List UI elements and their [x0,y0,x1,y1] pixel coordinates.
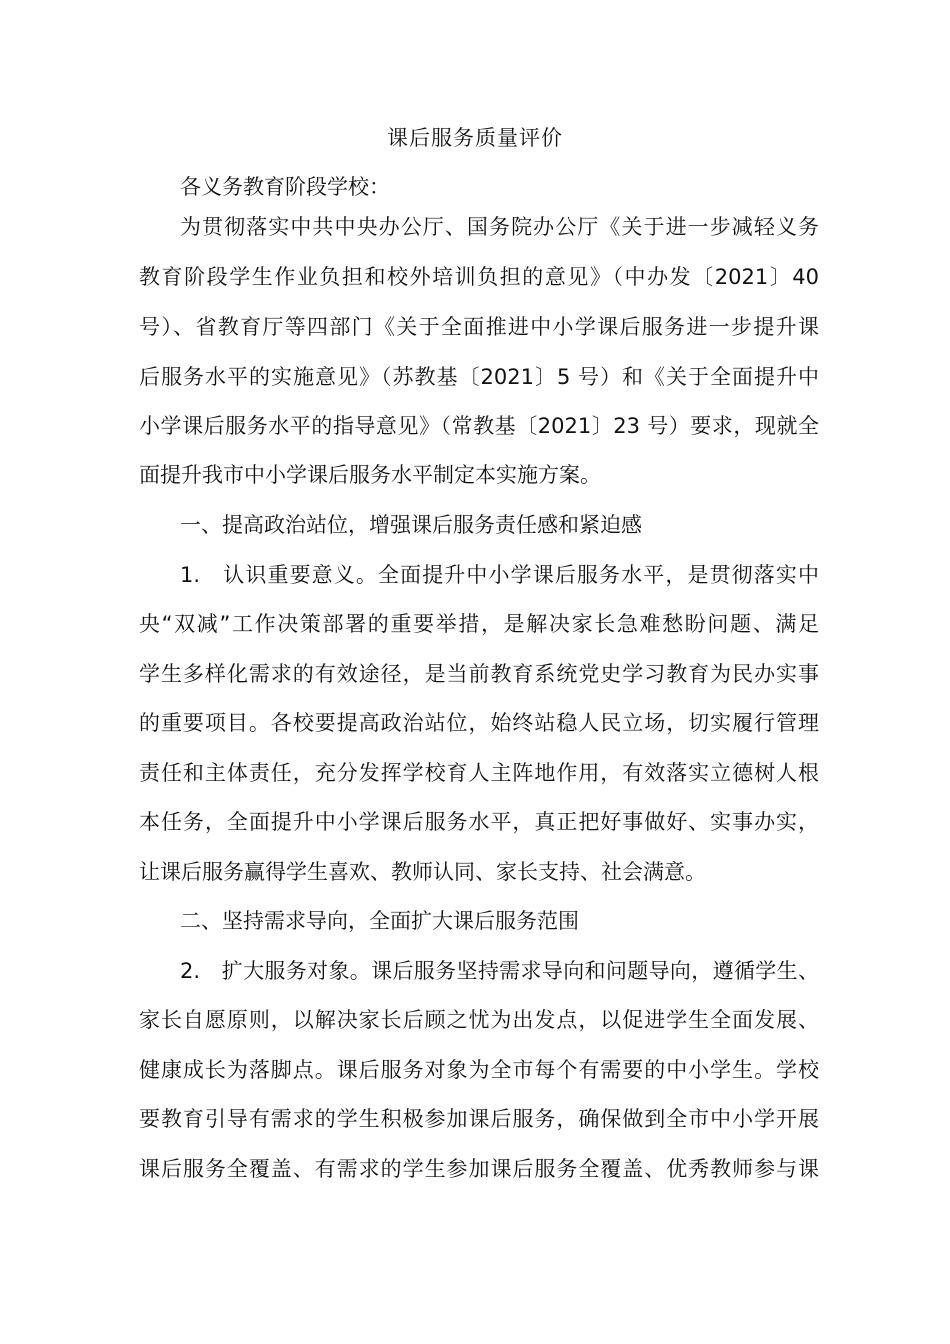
item2-line: 课后服务全覆盖、有需求的学生参加课后服务全覆盖、优秀教师参与课 [139,1157,819,1181]
item1-line: 责任和主体责任，充分发挥学校育人主阵地作用，有效落实立德树人根 [139,761,819,785]
item2-line: 要教育引导有需求的学生积极参加课后服务，确保做到全市中小学开展 [139,1107,819,1131]
item1-line: 央“双减”工作决策部署的重要举措，是解决家长急难愁盼问题、满足 [139,612,819,636]
intro-line: 为贯彻落实中共中央办公厅、国务院办公厅《关于进一步减轻义务 [180,215,819,239]
intro-line: 后服务水平的实施意见》（苏教基〔2021〕5 号）和《关于全面提升中 [139,365,819,389]
item1-line: 1. 认识重要意义。全面提升中小学课后服务水平，是贯彻落实中 [180,563,819,587]
intro-line: 教育阶段学生作业负担和校外培训负担的意见》（中办发〔2021〕40 [139,265,819,289]
item2-line: 家长自愿原则，以解决家长后顾之忧为出发点，以促进学生全面发展、 [139,1008,819,1032]
section-heading: 二、坚持需求导向，全面扩大课后服务范围 [180,909,579,933]
item1-line: 本任务，全面提升中小学课后服务水平，真正把好事做好、实事办实， [139,810,819,834]
intro-line: 小学课后服务水平的指导意见》（常教基〔2021〕23 号）要求，现就全 [139,414,819,438]
item1-line: 让课后服务赢得学生喜欢、教师认同、家长支持、社会满意。 [139,860,706,884]
document-title: 课后服务质量评价 [387,126,563,150]
item1-line: 学生多样化需求的有效途径，是当前教育系统党史学习教育为民办实事 [139,662,819,686]
salutation: 各义务教育阶段学校： [180,175,390,199]
intro-line: 面提升我市中小学课后服务水平制定本实施方案。 [139,463,601,487]
intro-line: 号）、省教育厅等四部门《关于全面推进中小学课后服务进一步提升课 [139,315,819,339]
section-heading: 一、提高政治站位，增强课后服务责任感和紧迫感 [180,513,642,537]
item2-line: 健康成长为落脚点。课后服务对象为全市每个有需要的中小学生。学校 [139,1058,819,1082]
item2-line: 2. 扩大服务对象。课后服务坚持需求导向和问题导向，遵循学生、 [180,959,819,983]
item1-line: 的重要项目。各校要提高政治站位，始终站稳人民立场，切实履行管理 [139,711,819,735]
